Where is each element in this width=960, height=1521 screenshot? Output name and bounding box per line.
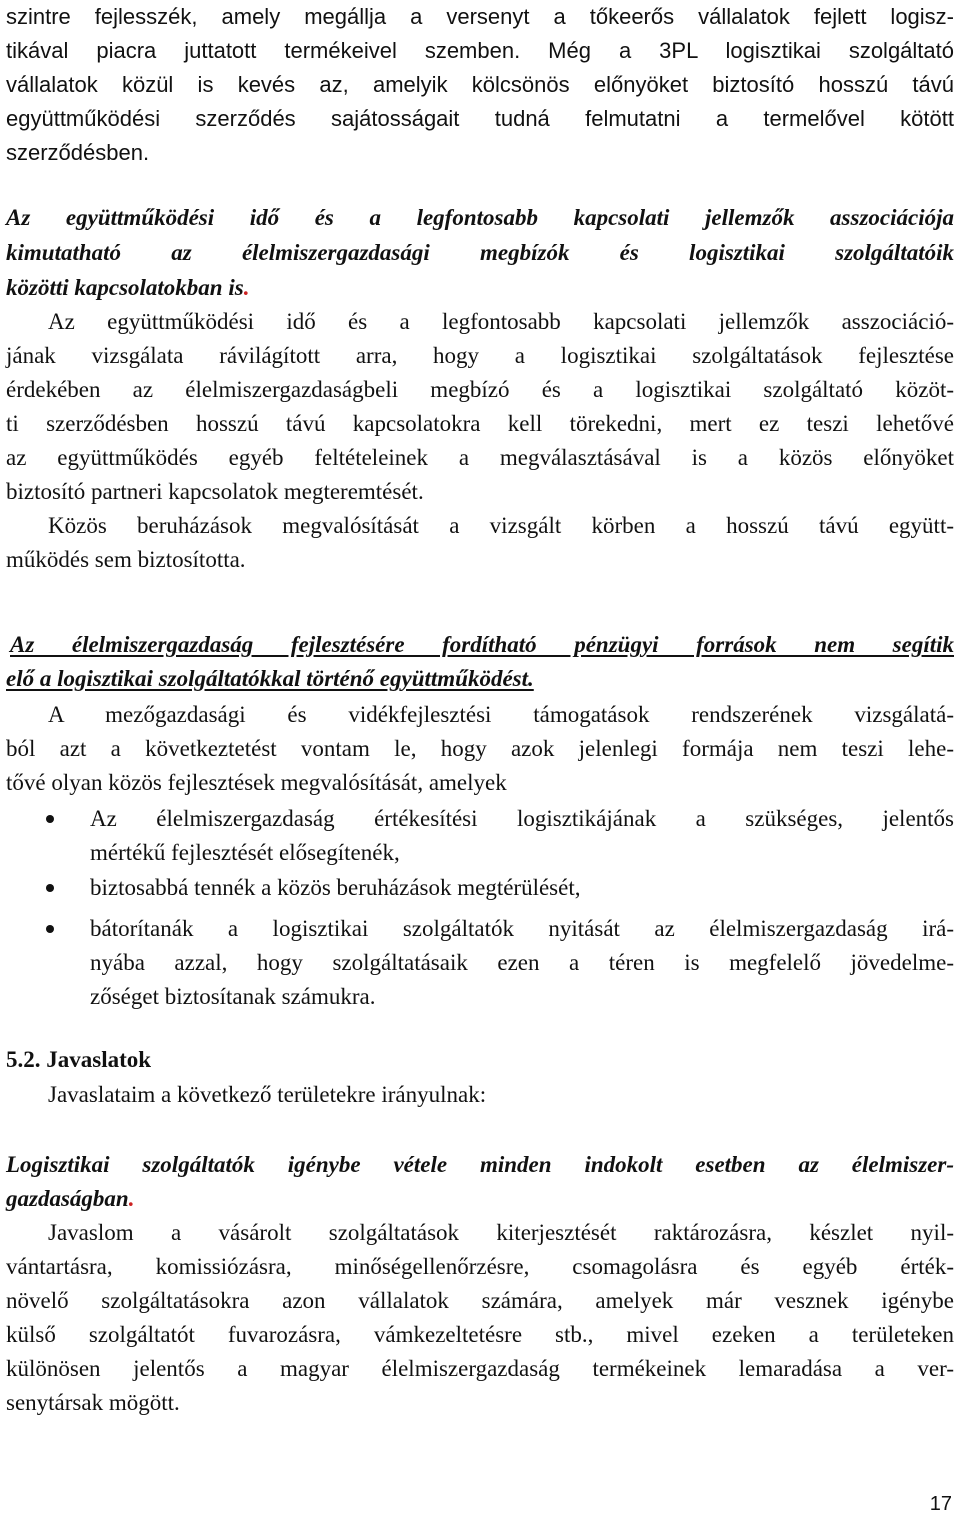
text-line: érdekében az élelmiszergazdaságbeli megbízó és a logisztikai szolgáltató közöt- — [6, 377, 954, 402]
heading-line: elő a logisztikai szolgáltatókkal történő együttműködést. — [6, 666, 534, 691]
text-line: tővé olyan közös fejlesztések megvalósítását, amelyek — [6, 770, 507, 795]
text-line: Az élelmiszergazdaság értékesítési logisztikájának a szükséges, jelentős — [90, 806, 954, 831]
text-line: működés sem biztosította. — [6, 547, 246, 572]
heading-line — [6, 273, 954, 303]
text-line: ti szerződésben hosszú távú kapcsolatokra kell törekedni, mert ez teszi lehetővé — [6, 411, 954, 436]
text-line: zőséget biztosítanak számukra. — [90, 984, 376, 1009]
heading-line: kimutatható az élelmiszergazdasági megbízók és logisztikai szolgáltatóik — [6, 240, 954, 265]
text-line: növelő szolgáltatásokra azon vállalatok számára, amelyek már vesznek igénybe — [6, 1288, 954, 1313]
bullet-icon — [46, 925, 54, 933]
heading-line: Az élelmiszergazdaság fejlesztésére fordítható pénzügyi források nem segítik — [10, 632, 954, 657]
text-line: Közös beruházások megvalósítását a vizsgált körben a hosszú távú együtt- — [48, 513, 954, 538]
bullet-icon — [46, 884, 54, 892]
text-line: jának vizsgálata rávilágított arra, hogy a logisztikai szolgáltatások fejlesztése — [6, 343, 954, 368]
section-number: 5.2. — [6, 1047, 41, 1072]
text-line: külső szolgáltatót fuvarozásra, vámkezeltetésre stb., mivel ezeken a területeken — [6, 1322, 954, 1347]
heading-text: közötti kapcsolatokban is — [6, 275, 244, 300]
page-number: 17 — [929, 1493, 952, 1515]
text-line: biztosabbá tennék a közös beruházások megtérülését, — [90, 875, 581, 900]
text-line: senytársak mögött. — [6, 1390, 180, 1415]
text-line: az együttműködés egyéb feltételeinek a megválasztásával is a közös előnyöket — [6, 445, 954, 470]
bullet-icon — [46, 815, 54, 823]
text-line: A mezőgazdasági és vidékfejlesztési támogatások rendszerének vizsgálatá- — [48, 702, 954, 727]
text-line: mértékű fejlesztését elősegítenék, — [90, 840, 400, 865]
text-line: nyába azzal, hogy szolgáltatásaik ezen a téren is megfelelő jövedelme- — [90, 950, 954, 975]
text-line: szintre fejlesszék, amely megállja a versenyt a tőkeerős vállalatok fejlett logisz- — [6, 4, 954, 29]
text-line: különösen jelentős a magyar élelmiszergazdaság termékeinek lemaradása a ver- — [6, 1356, 954, 1381]
text-line: Javaslom a vásárolt szolgáltatások kiterjesztését raktározásra, készlet nyil- — [48, 1220, 954, 1245]
section-intro: Javaslataim a következő területekre irányulnak: — [48, 1082, 487, 1107]
text-line: biztosító partneri kapcsolatok megteremtését. — [6, 479, 424, 504]
heading-end-mark: . — [243, 275, 250, 300]
text-line: ból azt a következtetést vontam le, hogy azok jelenlegi formája nem teszi lehe- — [6, 736, 954, 761]
section-heading — [6, 1045, 954, 1075]
text-line: Az együttműködési idő és a legfontosabb kapcsolati jellemzők asszociáció- — [48, 309, 954, 334]
text-line: vállalatok közül is kevés az, amelyik kölcsönös előnyöket biztosító hosszú távú — [6, 72, 954, 97]
text-line: tikával piacra juttatott termékeivel szemben. Még a 3PL logisztikai szolgáltató — [6, 38, 954, 63]
heading-text: gazdaságban — [6, 1186, 129, 1211]
text-line: szerződésben. — [6, 140, 150, 165]
heading-end-mark: . — [128, 1186, 135, 1211]
text-line: együttműködési szerződés sajátosságait tudná felmutatni a termelővel kötött — [6, 106, 954, 131]
section-title: Javaslatok — [46, 1047, 152, 1072]
heading-line: Logisztikai szolgáltatók igénybe vétele minden indokolt esetben az élelmiszer- — [6, 1152, 954, 1177]
text-line: vántartásra, komissiózásra, minőségellenőrzésre, csomagolásra és egyéb érték- — [6, 1254, 954, 1279]
heading-line: Az együttműködési idő és a legfontosabb kapcsolati jellemzők asszociációja — [6, 205, 954, 230]
heading-line — [6, 1184, 954, 1214]
text-line: bátorítanák a logisztikai szolgáltatók nyitását az élelmiszergazdaság irá- — [90, 916, 954, 941]
